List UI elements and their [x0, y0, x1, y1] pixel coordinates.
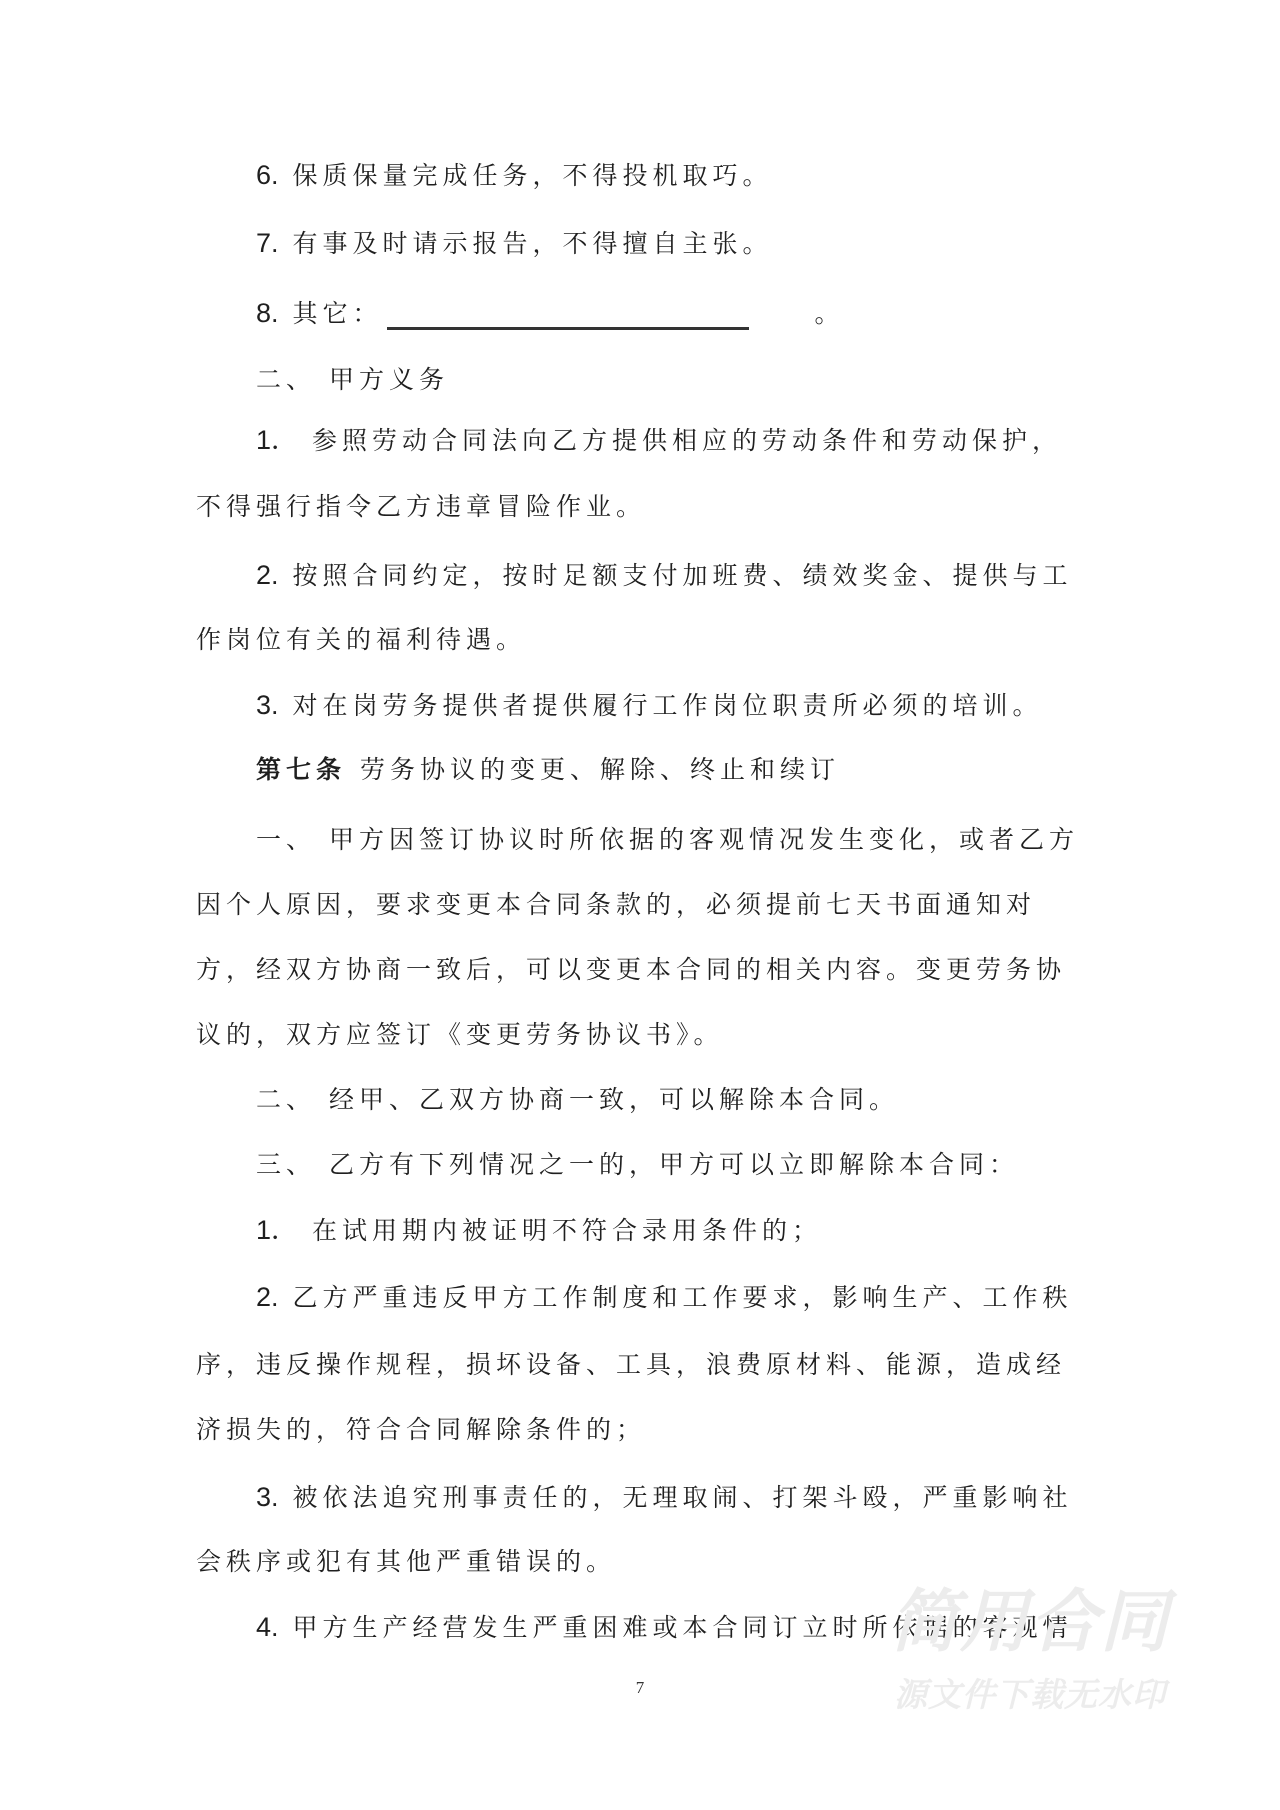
- clause-two: [256, 1080, 1156, 1120]
- duty-item-8: [256, 293, 1156, 333]
- item-text: 参照劳动合同法向乙方提供相应的劳动条件和劳动保护，: [312, 426, 1063, 455]
- clause-text: 方，经双方协商一致后，可以变更本合同的相关内容。变更劳务协: [196, 955, 1067, 984]
- item-number: 4.: [256, 1612, 279, 1642]
- item-text: 会秩序或犯有其他严重错误的。: [196, 1547, 617, 1576]
- article-number: 第七条: [256, 755, 347, 784]
- item-text: 在试用期内被证明不符合录用条件的；: [312, 1216, 823, 1245]
- clause-text: 因个人原因，要求变更本合同条款的，必须提前七天书面通知对: [196, 890, 1037, 919]
- item-text: 甲方生产经营发生严重困难或本合同订立时所依据的客观情: [292, 1613, 1073, 1642]
- termination-item-3-continued: [196, 1542, 1096, 1582]
- item-number: 2.: [256, 560, 279, 590]
- item-number: 6.: [256, 160, 279, 190]
- blank-period: 。: [814, 299, 845, 328]
- item-number: 1．: [256, 1215, 299, 1245]
- item-text: 对在岗劳务提供者提供履行工作岗位职责所必须的培训。: [292, 691, 1043, 720]
- termination-item-2-continued-2: [196, 1410, 1096, 1450]
- party-a-item-1: [256, 420, 1156, 460]
- clause-text: 一、 甲方因签订协议时所依据的客观情况发生变化，或者乙方: [256, 825, 1079, 854]
- item-number: 8.: [256, 298, 279, 328]
- item-text: 乙方严重违反甲方工作制度和工作要求，影响生产、工作秩: [292, 1283, 1073, 1312]
- section-heading-party-a-duties: [256, 360, 1156, 400]
- item-number: 7.: [256, 228, 279, 258]
- article-title: 劳务协议的变更、解除、终止和续订: [360, 755, 841, 784]
- item-number: 3.: [256, 690, 279, 720]
- clause-one: [256, 820, 1156, 860]
- termination-item-1: [256, 1210, 1156, 1250]
- item-text: 保质保量完成任务，不得投机取巧。: [292, 161, 773, 190]
- clause-three: [256, 1145, 1156, 1185]
- termination-item-2: [256, 1277, 1156, 1317]
- clause-text: 三、 乙方有下列情况之一的，甲方可以立即解除本合同：: [256, 1150, 1019, 1179]
- party-a-item-1-continued: [196, 487, 1096, 527]
- item-text: 不得强行指令乙方违章冒险作业。: [196, 492, 647, 521]
- fill-in-blank[interactable]: [387, 301, 749, 330]
- item-text: 被依法追究刑事责任的，无理取闹、打架斗殴，严重影响社: [292, 1483, 1073, 1512]
- party-a-item-2: [256, 555, 1156, 595]
- item-text: 按照合同约定，按时足额支付加班费、绩效奖金、提供与工: [292, 561, 1073, 590]
- watermark-logo: 简用合同: [889, 1583, 1170, 1662]
- section-heading-text: 二、 甲方义务: [256, 365, 449, 394]
- party-a-item-3: [256, 685, 1156, 725]
- clause-one-continued-1: [196, 885, 1096, 925]
- item-text: 作岗位有关的福利待遇。: [196, 625, 527, 654]
- termination-item-3: [256, 1477, 1156, 1517]
- termination-item-2-continued-1: [196, 1345, 1096, 1385]
- clause-one-continued-2: [196, 950, 1096, 990]
- duty-item-6: [256, 155, 1156, 195]
- watermark-subtitle: 源文件下载无水印: [894, 1675, 1166, 1714]
- item-text: 济损失的，符合合同解除条件的；: [196, 1415, 647, 1444]
- item-text: 序，违反操作规程，损坏设备、工具，浪费原材料、能源，造成经: [196, 1350, 1067, 1379]
- article-seven-heading: [256, 750, 1156, 790]
- page-number: 7: [635, 1678, 645, 1697]
- item-number: 2.: [256, 1282, 279, 1312]
- party-a-item-2-continued: [196, 620, 1096, 660]
- item-number: 3.: [256, 1482, 279, 1512]
- item-number: 1．: [256, 425, 299, 455]
- clause-text: 二、 经甲、乙双方协商一致，可以解除本合同。: [256, 1085, 899, 1114]
- duty-item-7: [256, 223, 1156, 263]
- item-text: 其它：: [292, 299, 383, 328]
- item-text: 有事及时请示报告，不得擅自主张。: [292, 229, 773, 258]
- clause-text: 议的，双方应签订《变更劳务协议书》。: [196, 1020, 724, 1049]
- clause-one-continued-3: [196, 1015, 1096, 1055]
